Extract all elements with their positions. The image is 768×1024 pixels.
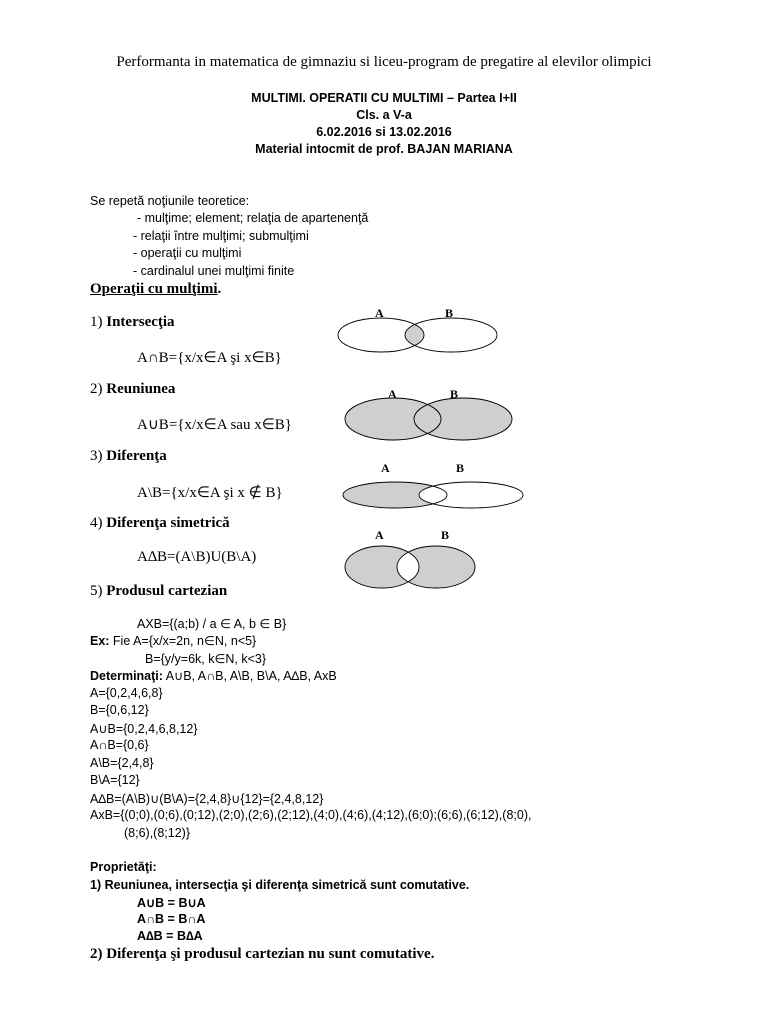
property-2: 2) Diferenţa şi produsul cartezian nu sunt comutative.	[90, 946, 435, 962]
result-line: B={0,6,12}	[90, 703, 149, 717]
example-line-a	[90, 633, 256, 648]
venn-label-a: A	[388, 387, 397, 401]
op-heading-cartesian-product	[90, 583, 227, 600]
op-heading-symmetric-difference	[90, 515, 230, 532]
venn-label-b: B	[450, 387, 459, 401]
op-name: Diferenţa	[106, 448, 167, 464]
title-line-2: Cls. a V-a	[356, 108, 412, 122]
op-heading-union	[90, 381, 175, 398]
example-prefix: Ex:	[90, 634, 110, 648]
properties-heading: Proprietăţi:	[90, 860, 157, 874]
venn-label-a: A	[375, 306, 384, 320]
intro-item: - operaţii cu mulţimi	[133, 246, 242, 260]
result-line: A={0,2,4,6,8}	[90, 686, 163, 700]
op-name: Intersecţia	[106, 314, 175, 330]
result-line: AxB={(0;0),(0;6),(0;12),(2;0),(2;6),(2;12),(4;0),(4;6),(4;12),(6;0);(6;6),(6;12),(8;0),	[90, 808, 532, 822]
op-number: 3)	[90, 448, 103, 464]
result-line: (8;6),(8;12)}	[124, 826, 191, 840]
op-name: Produsul cartezian	[106, 583, 228, 599]
cartesian-definition: AXB={(a;b) / a ∈ A, b ∈ B}	[137, 617, 287, 631]
section-title-dot: .	[217, 281, 222, 297]
title-line-3: 6.02.2016 si 13.02.2016	[316, 125, 452, 139]
determine-line	[90, 668, 337, 683]
section-title-text: Operaţii cu mulţimi	[90, 281, 218, 297]
determine-list: A∪B, A∩B, A\B, B\A, A∆B, AxB	[162, 669, 337, 683]
property-1: 1) Reuniunea, intersecţia şi diferenţa simetrică sunt comutative.	[90, 878, 470, 892]
property-equation: A∩B = B∩A	[137, 912, 206, 926]
intro-heading: Se repetă noţiunile teoretice:	[90, 194, 250, 208]
result-line: B\A={12}	[90, 773, 140, 787]
venn-label-a: A	[375, 528, 384, 542]
intro-item: - relaţii între mulţimi; submulţimi	[133, 229, 309, 243]
op-name: Diferenţa simetrică	[106, 515, 230, 531]
venn-symmetric-difference-diagram	[345, 528, 485, 598]
title-line-1: MULTIMI. OPERATII CU MULTIMI – Partea I+II	[251, 91, 517, 105]
op-name: Reuniunea	[106, 381, 176, 397]
op-heading-difference	[90, 448, 167, 465]
venn-label-b: B	[456, 461, 465, 475]
intro-item: - mulţime; element; relaţia de apartenenţă	[137, 211, 369, 225]
venn-intersection-diagram	[338, 305, 498, 365]
op-formula-intersection: A∩B={x/x∈A şi x∈B}	[137, 350, 282, 366]
op-heading-intersection	[90, 314, 175, 331]
op-number: 2)	[90, 381, 103, 397]
op-formula-difference: A\B={x/x∈A şi x ∉ B}	[137, 485, 283, 501]
op-formula-symmetric-difference: A∆B=(A\B)U(B\A)	[137, 549, 257, 565]
result-line: A∩B={0,6}	[90, 738, 149, 752]
result-line: A∆B=(A\B)∪(B\A)={2,4,8}∪{12}={2,4,8,12}	[90, 792, 324, 806]
property-equation: A∪B = B∪A	[137, 896, 206, 910]
intro-item: - cardinalul unei mulţimi finite	[133, 264, 295, 278]
document-top-title: Performanta in matematica de gimnaziu si liceu-program de pregatire al elevilor olimpici	[116, 54, 652, 70]
op-formula-union: A∪B={x/x∈A sau x∈B}	[137, 417, 292, 433]
example-set-b: B={y/y=6k, k∈N, k<3}	[145, 652, 267, 666]
result-line: A\B={2,4,8}	[90, 756, 154, 770]
result-line: A∪B={0,2,4,6,8,12}	[90, 722, 198, 736]
example-set-a: Fie A={x/x=2n, n∈N, n<5}	[109, 634, 257, 648]
venn-union-diagram	[345, 386, 515, 451]
op-number: 1)	[90, 314, 103, 330]
venn-difference-diagram	[343, 460, 523, 515]
op-number: 4)	[90, 515, 103, 531]
venn-label-b: B	[445, 306, 454, 320]
op-number: 5)	[90, 583, 103, 599]
title-line-4: Material intocmit de prof. BAJAN MARIANA	[255, 142, 513, 156]
venn-label-b: B	[441, 528, 450, 542]
venn-label-a: A	[381, 461, 390, 475]
property-equation: A∆B = B∆A	[137, 929, 203, 943]
determine-prefix: Determinaţi:	[90, 669, 163, 683]
section-title	[90, 281, 221, 298]
